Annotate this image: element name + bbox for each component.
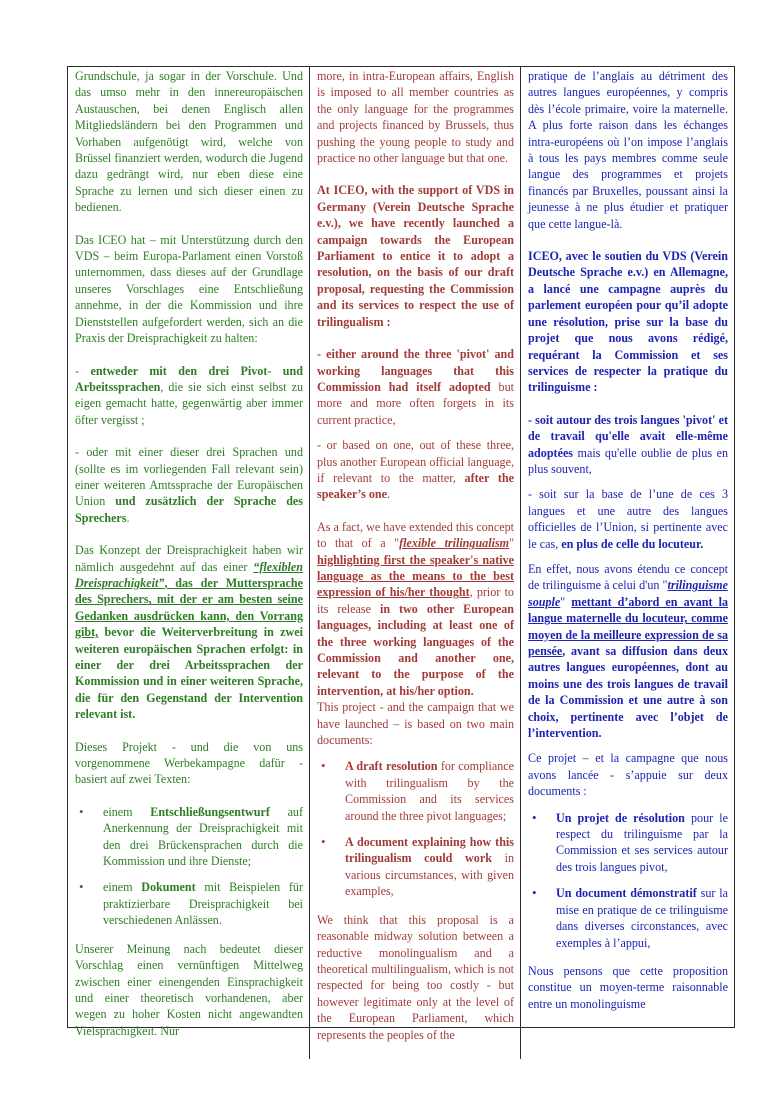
bullet-icon: • xyxy=(321,834,326,850)
paragraph: Unserer Meinung nach bedeutet dieser Vorschlag einen vernünftigen Mittelweg zwischen einer einengenden Einsprachigkeit und einer theoretisch vorhandenen, aber wegen zu hoher Kosten nicht angewandten Vielsprachigkeit. Nur xyxy=(75,941,303,1038)
trilingual-table xyxy=(67,66,735,1042)
paragraph: ICEO, avec le soutien du VDS (Verein Deutsche Sprache e.v.) en Allemagne, a lancé une campagne auprès du parlement européen pour qu’il adopte une résolution, prise sur la base du projet que nous avons rédigé, requérant la Commission et ses services de respecter la pratique du trilinguisme : xyxy=(528,249,728,395)
paragraph: We think that this proposal is a reasonable midway solution between a reductive monolingualism and a theoretical multilingualism, which is not respected for being too costly - but however legitimate only at the level of the European Parliament, which represents the peoples of the xyxy=(317,912,514,1042)
paragraph: As a fact, we have extended this concept to that of a "flexible trilingualism" highlighting first the speaker's native language as the means to the best expression of his/her thought, prior to its release in two other European languages, including at least one of the three working languages of the Commission and another one, relevant to the purpose of the intervention, at his/her option. xyxy=(317,519,514,698)
column-english xyxy=(309,67,520,1059)
paragraph: - or based on one, out of these three, plus another European official language, if relevant to the matter, after the speaker’s one. xyxy=(317,438,515,502)
paragraph: Dieses Projekt - und die von uns vorgenommene Werbekampagne dafür - basiert auf zwei Texten: xyxy=(75,739,303,787)
paragraph: Grundschule, ja sogar in der Vorschule. Und das umso mehr in den innereuropäischen Austauschen, bei denen Englisch allen Mitgliedsländern bei den Programmen und Vorhaben aufgenötigt wird, welche von Brüssel finanziert werden, wodurch die Jugend dazu gedrängt wird, nur eben diese eine Sprache zu lernen und sich dieser einen zu bedienen. xyxy=(75,69,303,215)
list-item: • A draft resolution for compliance with trilingualism by the Commission and its services around the three pivot languages; xyxy=(321,758,514,823)
paragraph: This project - and the campaign that we have launched – is based on two main documents: xyxy=(317,700,514,748)
paragraph: At ICEO, with the support of VDS in Germany (Verein Deutsche Sprache e.v.), we have recently launched a campaign towards the European Parliament to entice it to adopt a resolution, on the basis of our draft proposal, requesting the Commission and its services to respect the use of trilingualism : xyxy=(317,183,514,329)
bullet-icon: • xyxy=(532,885,537,901)
bullet-icon: • xyxy=(79,803,84,819)
paragraph: En effet, nous avons étendu ce concept de trilinguisme à celui d'un "trilinguisme souple" mettant d’abord en avant la langue maternelle du locuteur, comme moyen de la meilleure expression de sa pensée, avant sa diffusion dans deux autres langues européennes, dont au moins une des trois langues de travail de la Commission et une autre à son choix, pertinente avec l’objet de l’intervention. xyxy=(528,561,728,741)
column-french xyxy=(520,67,734,1059)
paragraph: - entweder mit den drei Pivot- und Arbeitssprachen, die sie sich einst selbst zu eigen gemacht hatte, gegenwärtig aber immer öfter vergisst ; xyxy=(75,363,303,427)
bullet-icon: • xyxy=(532,809,537,825)
bullet-list xyxy=(528,810,728,951)
paragraph: Das Konzept der Dreisprachigkeit haben wir nämlich ausgedehnt auf das einer “flexiblen Dreisprachigkeit”, das der Muttersprache des Sprechers, mit der er am besten seine Gedanken ausdrücken kann, den Vorrang gibt, bevor die Weiterverbreitung in zwei weiteren europäischen Sprachen erfolgt: in einer der drei Arbeitssprachen der Kommission und in einer weiteren Sprache, die für den Gegenstand der Intervention relevant ist. xyxy=(75,543,303,722)
list-item: • A document explaining how this trilingualism could work in various circumstances, with given examples, xyxy=(321,834,514,899)
list-item: • einem Entschließungsentwurf auf Anerkennung der Dreisprachigkeit mit den drei Brückensprachen durch die Kommission und ihre Dienste; xyxy=(79,803,304,869)
paragraph: - either around the three 'pivot' and working languages that this Commission had itself adopted but more and more often forgets in its current practice, xyxy=(317,347,515,427)
list-item: • Un projet de résolution pour le respect du trilinguisme par la Commission et ses services autour des trois langues pivot, xyxy=(532,809,728,874)
bullet-list xyxy=(317,758,514,899)
paragraph: Ce projet – et la campagne que nous avons lancée - s’appuie sur deux documents : xyxy=(528,751,728,799)
list-item: • Un document démonstratif sur la mise en pratique de ce trilinguisme dans diverses circonstances, avec exemples à l’appui, xyxy=(532,885,729,950)
list-item: • einem Dokument mit Beispielen für praktizierbare Dreisprachigkeit bei verschiedenen Anlässen. xyxy=(79,879,303,928)
paragraph: Nous pensons que cette proposition constitue un moyen-terme raisonnable entre un monolinguisme xyxy=(528,963,728,1011)
column-german xyxy=(68,67,309,1059)
bullet-icon: • xyxy=(79,879,84,895)
paragraph: pratique de l’anglais au détriment des autres langues européennes, y compris dès l’école primaire, voire la maternelle. A plus forte raison dans les échanges intra-européens où l’on impose l’anglais à tous les pays membres comme seule langue des programmes et projets financés par Bruxelles, poussant ainsi la jeunesse à ne plus étudier et pratiquer que cette langue-là. xyxy=(528,69,728,231)
bullet-list xyxy=(75,804,303,929)
paragraph: - soit autour des trois langues 'pivot' et de travail qu'elle avait elle-même adoptées mais qu'elle oublie de plus en plus souvent, xyxy=(528,412,728,476)
bullet-icon: • xyxy=(321,758,326,774)
paragraph: - soit sur la base de l’une de ces 3 langues et une autre des langues officielles de l’Union, si pertinente avec le cas, en plus de celle du locuteur. xyxy=(528,487,728,551)
paragraph: Das ICEO hat – mit Unterstützung durch den VDS – beim Europa-Parlament einen Vorstoß unternommen, dass dieses auf der Grundlage unseres Vorschlages eine Entschließung annehme, in der die Kommission und ihre Dienststellen aufgefordert werden, sich an die Praxis der Dreisprachigkeit zu halten: xyxy=(75,232,303,346)
paragraph: - oder mit einer dieser drei Sprachen und (sollte es im vorliegenden Fall relevant sein) einer weiteren Amtssprache der Europäischen Union und zusätzlich der Sprache des Sprechers. xyxy=(75,445,303,525)
paragraph: more, in intra-European affairs, English is imposed to all member countries as the only language for the programmes and projects financed by Brussels, thus pushing the young people to study and practice no other language but that one. xyxy=(317,69,514,166)
